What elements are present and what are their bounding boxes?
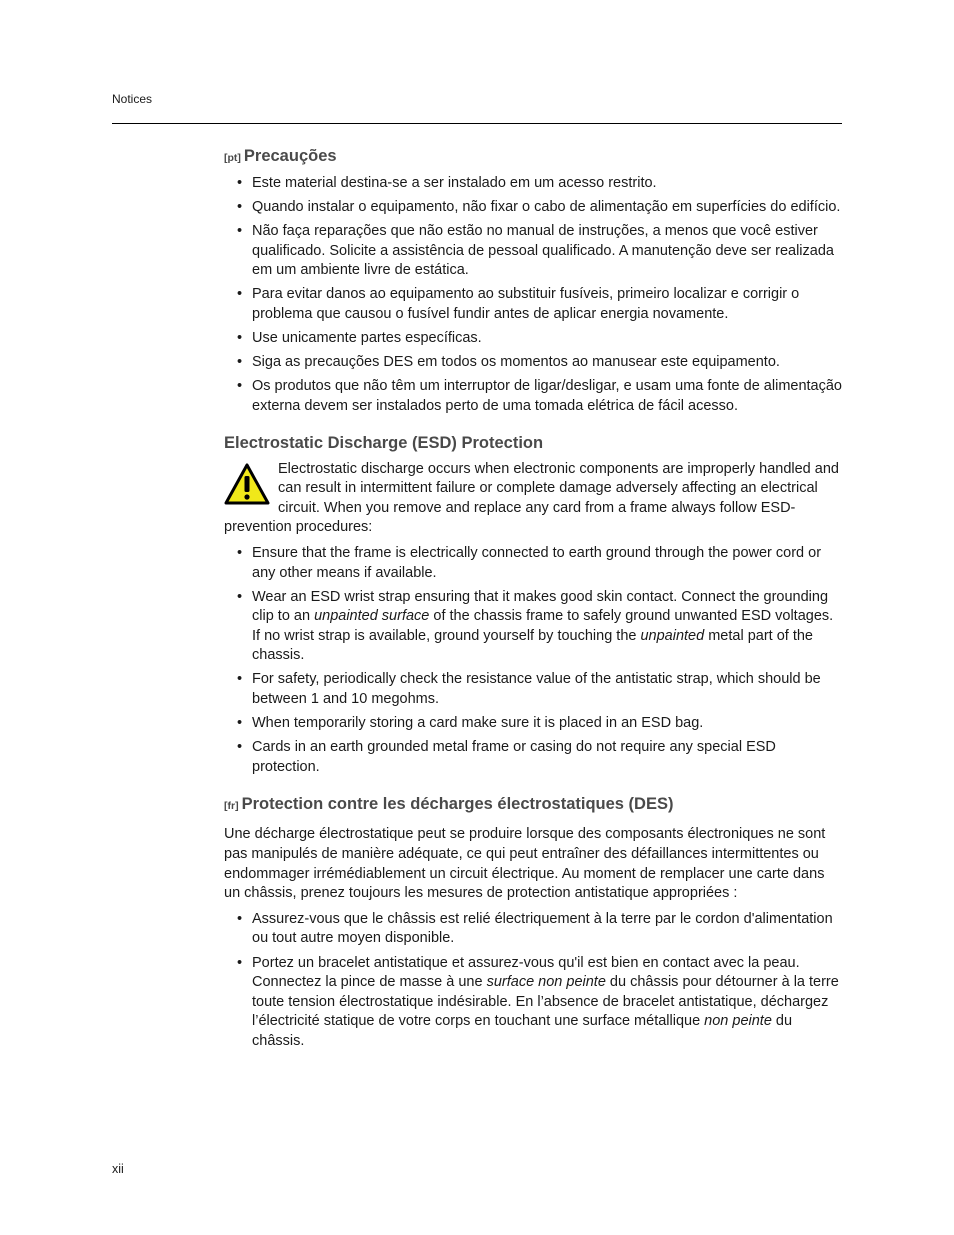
list-item: • Quando instalar o equipamento, não fixar o cabo de alimentação em superfícies do edifício. xyxy=(237,199,841,216)
list-item: • Ensure that the frame is electrically connected to earth ground through the power cord or any other means if available. xyxy=(237,544,822,581)
list-item: • Não faça reparações que não estão no manual de instruções, a menos que você estiver qualificado. Solicite a assistência de pessoal qualificado. A manutenção deve ser realizada em um ambiente livre de estática. xyxy=(237,223,834,279)
fr-title: Protection contre les décharges électrostatiques (DES) xyxy=(241,795,674,814)
pt-title: Precauções xyxy=(243,147,337,165)
page-content xyxy=(224,146,842,1056)
list-item: • Assurez-vous que le châssis est relié électriquement à la terre par le cordon d'alimentation ou tout autre moyen disponible. xyxy=(237,910,833,947)
list-item: • Cards in an earth grounded metal frame or casing do not require any special ESD protection. xyxy=(237,739,776,775)
esd-section xyxy=(224,433,842,778)
list-item: • Use unicamente partes específicas. xyxy=(237,330,482,347)
list-item: • When temporarily storing a card make sure it is placed in an ESD bag. xyxy=(237,715,704,732)
pt-list xyxy=(224,174,842,417)
list-item: • Wear an ESD wrist strap ensuring that it makes good skin contact. Connect the grounding clip to an unpainted surface of the chassis frame to safely ground unwanted ESD voltages. If no wrist strap is available, ground yourself by touching the unpainted metal part of the chassis. xyxy=(237,588,834,664)
list-item: • Siga as precauções DES em todos os momentos ao manusear este equipamento. xyxy=(237,354,780,371)
lang-tag: [pt] xyxy=(224,152,241,164)
fr-heading xyxy=(224,794,842,816)
running-header: Notices xyxy=(112,92,153,106)
esd-intro: Electrostatic discharge occurs when electronic components are improperly handled and can result in intermittent failure or complete damage adversely affecting an electrical circuit. When you remove and replace any card from a frame always follow ESD-prevention procedures: xyxy=(224,460,839,536)
list-item: • Este material destina-se a ser instalado em um acesso restrito. xyxy=(237,175,657,191)
esd-heading: Electrostatic Discharge (ESD) Protection xyxy=(224,433,544,452)
pt-heading xyxy=(224,146,842,168)
fr-des-section xyxy=(224,794,842,1051)
list-item: • Para evitar danos ao equipamento ao substituir fusíveis, primeiro localizar e corrigir o problema que causou o fusível fundir antes de aplicar energia novamente. xyxy=(237,286,800,323)
warning-triangle-icon xyxy=(224,462,270,506)
pt-precautions-section xyxy=(224,146,842,417)
list-item: • For safety, periodically check the resistance value of the antistatic strap, which should be between 1 and 10 megohms. xyxy=(237,671,821,708)
list-item: • Portez un bracelet antistatique et assurez-vous qu'il est bien en contact avec la peau. Connectez la pince de masse à une surface non peinte du châssis pour détourner à la terre toute tension électrostatique indésirable. En l’absence de bracelet antistatique, déchargez l’électricité statique de votre corps en touchant une surface métallique non peinte du châssis. xyxy=(237,954,839,1049)
fr-list xyxy=(224,910,842,1052)
fr-intro: Une décharge électrostatique peut se produire lorsque des composants électroniques ne sont pas manipulés de manière adéquate, ce qui peut entraîner des défaillances intermittentes ou endommager irrémédiablement un circuit électrique. Au moment de remplacer une carte dans un châssis, prenez toujours les mesures de protection antistatique appropriées : xyxy=(224,826,826,902)
esd-warning xyxy=(224,460,842,538)
list-item: • Os produtos que não têm um interruptor de ligar/desligar, e usam uma fonte de alimentação externa devem ser instalados perto de uma tomada elétrica de fácil acesso. xyxy=(237,378,842,414)
header-rule xyxy=(112,123,842,124)
lang-tag: [fr] xyxy=(224,800,239,813)
esd-list xyxy=(224,544,842,778)
page-number: xii xyxy=(112,1162,124,1176)
